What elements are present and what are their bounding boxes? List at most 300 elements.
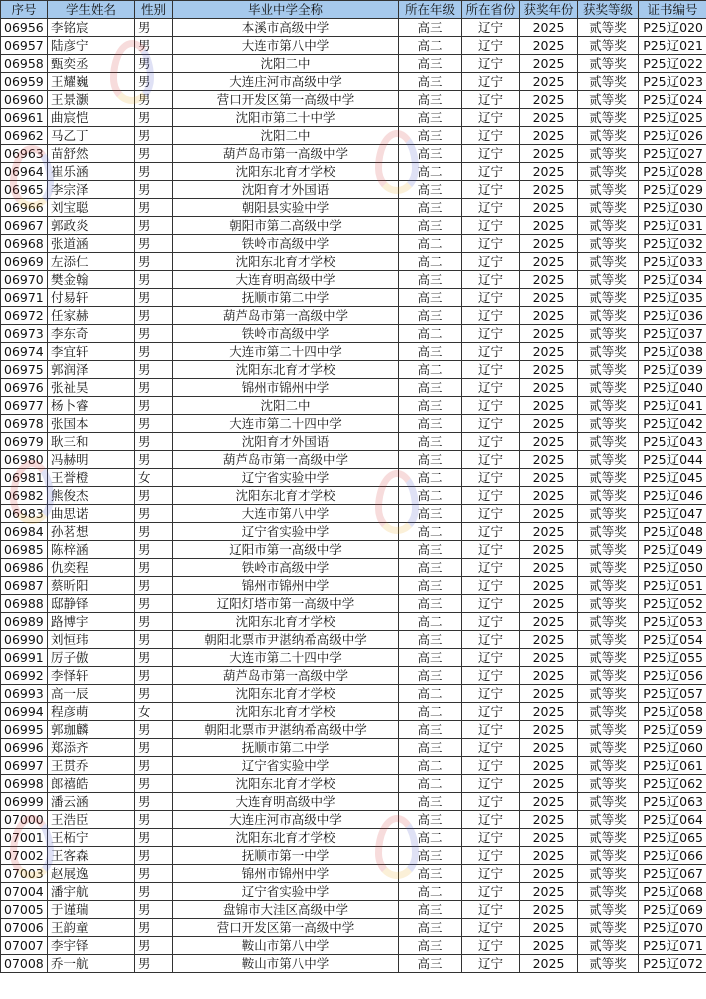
cell-school: 葫芦岛市第一高级中学 bbox=[173, 451, 399, 469]
cell-seq: 06983 bbox=[1, 505, 48, 523]
cell-province: 辽宁 bbox=[462, 631, 520, 649]
cell-grade: 高三 bbox=[399, 937, 462, 955]
cell-cert-number: P25辽065 bbox=[639, 829, 706, 847]
table-row bbox=[1, 559, 706, 577]
cell-province: 辽宁 bbox=[462, 577, 520, 595]
cell-cert-number: P25辽061 bbox=[639, 757, 706, 775]
cell-gender: 男 bbox=[135, 865, 173, 883]
cell-school: 辽阳灯塔市第一高级中学 bbox=[173, 595, 399, 613]
header-seq: 序号 bbox=[1, 1, 48, 19]
cell-student-name: 耿三和 bbox=[48, 433, 135, 451]
cell-cert-number: P25辽050 bbox=[639, 559, 706, 577]
cell-province: 辽宁 bbox=[462, 721, 520, 739]
cell-school: 大连庄河市高级中学 bbox=[173, 811, 399, 829]
cell-grade: 高三 bbox=[399, 379, 462, 397]
cell-seq: 06957 bbox=[1, 37, 48, 55]
cell-gender: 男 bbox=[135, 901, 173, 919]
cell-award-level: 贰等奖 bbox=[578, 739, 639, 757]
cell-grade: 高三 bbox=[399, 55, 462, 73]
cell-school: 铁岭市高级中学 bbox=[173, 235, 399, 253]
table-row bbox=[1, 397, 706, 415]
cell-grade: 高三 bbox=[399, 541, 462, 559]
cell-seq: 06964 bbox=[1, 163, 48, 181]
cell-student-name: 李铭宸 bbox=[48, 19, 135, 37]
table-row bbox=[1, 199, 706, 217]
cell-grade: 高三 bbox=[399, 181, 462, 199]
cell-gender: 男 bbox=[135, 397, 173, 415]
cell-cert-number: P25辽023 bbox=[639, 73, 706, 91]
cell-student-name: 仇奕程 bbox=[48, 559, 135, 577]
cell-gender: 男 bbox=[135, 271, 173, 289]
cell-seq: 06968 bbox=[1, 235, 48, 253]
cell-student-name: 左添仁 bbox=[48, 253, 135, 271]
cell-gender: 男 bbox=[135, 631, 173, 649]
cell-award-level: 贰等奖 bbox=[578, 451, 639, 469]
cell-student-name: 李怿轩 bbox=[48, 667, 135, 685]
cell-province: 辽宁 bbox=[462, 325, 520, 343]
cell-school: 沈阳二中 bbox=[173, 55, 399, 73]
cell-cert-number: P25辽067 bbox=[639, 865, 706, 883]
cell-school: 大连市第八中学 bbox=[173, 37, 399, 55]
cell-award-year: 2025 bbox=[520, 379, 578, 397]
cell-seq: 06959 bbox=[1, 73, 48, 91]
table-row bbox=[1, 55, 706, 73]
cell-award-year: 2025 bbox=[520, 649, 578, 667]
cell-grade: 高三 bbox=[399, 901, 462, 919]
cell-province: 辽宁 bbox=[462, 541, 520, 559]
cell-school: 抚顺市第二中学 bbox=[173, 289, 399, 307]
cell-award-year: 2025 bbox=[520, 55, 578, 73]
table-row bbox=[1, 253, 706, 271]
cell-cert-number: P25辽069 bbox=[639, 901, 706, 919]
cell-province: 辽宁 bbox=[462, 865, 520, 883]
cell-award-year: 2025 bbox=[520, 775, 578, 793]
cell-seq: 06985 bbox=[1, 541, 48, 559]
cell-award-level: 贰等奖 bbox=[578, 235, 639, 253]
cell-cert-number: P25辽034 bbox=[639, 271, 706, 289]
cell-school: 锦州市锦州中学 bbox=[173, 865, 399, 883]
cell-grade: 高二 bbox=[399, 703, 462, 721]
cell-student-name: 潘宇航 bbox=[48, 883, 135, 901]
table-row bbox=[1, 649, 706, 667]
cell-gender: 男 bbox=[135, 595, 173, 613]
header-grade: 所在年级 bbox=[399, 1, 462, 19]
cell-grade: 高二 bbox=[399, 613, 462, 631]
cell-cert-number: P25辽035 bbox=[639, 289, 706, 307]
cell-province: 辽宁 bbox=[462, 217, 520, 235]
cell-student-name: 郑添齐 bbox=[48, 739, 135, 757]
cell-province: 辽宁 bbox=[462, 829, 520, 847]
cell-award-level: 贰等奖 bbox=[578, 811, 639, 829]
cell-province: 辽宁 bbox=[462, 901, 520, 919]
cell-grade: 高二 bbox=[399, 235, 462, 253]
cell-award-year: 2025 bbox=[520, 955, 578, 973]
cell-school: 朝阳县实验中学 bbox=[173, 199, 399, 217]
cell-gender: 男 bbox=[135, 649, 173, 667]
cell-student-name: 孙茗想 bbox=[48, 523, 135, 541]
table-row bbox=[1, 469, 706, 487]
cell-grade: 高三 bbox=[399, 577, 462, 595]
cell-student-name: 张祉昊 bbox=[48, 379, 135, 397]
cell-cert-number: P25辽032 bbox=[639, 235, 706, 253]
cell-grade: 高三 bbox=[399, 865, 462, 883]
cell-grade: 高二 bbox=[399, 361, 462, 379]
cell-gender: 男 bbox=[135, 523, 173, 541]
cell-student-name: 王韵童 bbox=[48, 919, 135, 937]
cell-gender: 男 bbox=[135, 19, 173, 37]
cell-seq: 06996 bbox=[1, 739, 48, 757]
cell-gender: 男 bbox=[135, 217, 173, 235]
cell-student-name: 樊金翰 bbox=[48, 271, 135, 289]
cell-grade: 高三 bbox=[399, 217, 462, 235]
table-row bbox=[1, 379, 706, 397]
table-row bbox=[1, 73, 706, 91]
cell-cert-number: P25辽072 bbox=[639, 955, 706, 973]
cell-student-name: 任家赫 bbox=[48, 307, 135, 325]
table-row bbox=[1, 523, 706, 541]
cell-award-level: 贰等奖 bbox=[578, 937, 639, 955]
cell-province: 辽宁 bbox=[462, 775, 520, 793]
cell-award-level: 贰等奖 bbox=[578, 163, 639, 181]
cell-cert-number: P25辽028 bbox=[639, 163, 706, 181]
table-row bbox=[1, 235, 706, 253]
cell-cert-number: P25辽051 bbox=[639, 577, 706, 595]
cell-award-level: 贰等奖 bbox=[578, 433, 639, 451]
cell-gender: 男 bbox=[135, 343, 173, 361]
cell-cert-number: P25辽047 bbox=[639, 505, 706, 523]
cell-student-name: 厉子傲 bbox=[48, 649, 135, 667]
cell-cert-number: P25辽060 bbox=[639, 739, 706, 757]
cell-award-level: 贰等奖 bbox=[578, 775, 639, 793]
cell-gender: 男 bbox=[135, 883, 173, 901]
cell-cert-number: P25辽025 bbox=[639, 109, 706, 127]
cell-award-level: 贰等奖 bbox=[578, 55, 639, 73]
cell-gender: 男 bbox=[135, 73, 173, 91]
cell-award-year: 2025 bbox=[520, 505, 578, 523]
cell-seq: 06995 bbox=[1, 721, 48, 739]
cell-school: 盘锦市大洼区高级中学 bbox=[173, 901, 399, 919]
table-row bbox=[1, 289, 706, 307]
cell-school: 本溪市高级中学 bbox=[173, 19, 399, 37]
cell-school: 朝阳北票市尹湛纳希高级中学 bbox=[173, 721, 399, 739]
table-row bbox=[1, 505, 706, 523]
cell-grade: 高三 bbox=[399, 721, 462, 739]
table-row bbox=[1, 37, 706, 55]
cell-province: 辽宁 bbox=[462, 937, 520, 955]
cell-award-level: 贰等奖 bbox=[578, 631, 639, 649]
cell-award-level: 贰等奖 bbox=[578, 721, 639, 739]
cell-gender: 男 bbox=[135, 919, 173, 937]
table-row bbox=[1, 919, 706, 937]
cell-gender: 男 bbox=[135, 433, 173, 451]
cell-school: 沈阳东北育才学校 bbox=[173, 163, 399, 181]
cell-award-year: 2025 bbox=[520, 865, 578, 883]
cell-gender: 男 bbox=[135, 685, 173, 703]
cell-gender: 男 bbox=[135, 181, 173, 199]
cell-gender: 男 bbox=[135, 199, 173, 217]
cell-student-name: 张道涵 bbox=[48, 235, 135, 253]
cell-school: 葫芦岛市第一高级中学 bbox=[173, 307, 399, 325]
cell-seq: 06992 bbox=[1, 667, 48, 685]
cell-student-name: 冯赫明 bbox=[48, 451, 135, 469]
cell-cert-number: P25辽045 bbox=[639, 469, 706, 487]
cell-school: 大连市第二十四中学 bbox=[173, 415, 399, 433]
cell-seq: 06974 bbox=[1, 343, 48, 361]
cell-award-level: 贰等奖 bbox=[578, 883, 639, 901]
table-row bbox=[1, 883, 706, 901]
table-row bbox=[1, 829, 706, 847]
table-row bbox=[1, 109, 706, 127]
cell-grade: 高三 bbox=[399, 667, 462, 685]
cell-award-year: 2025 bbox=[520, 595, 578, 613]
cell-seq: 06981 bbox=[1, 469, 48, 487]
cell-award-level: 贰等奖 bbox=[578, 577, 639, 595]
cell-province: 辽宁 bbox=[462, 685, 520, 703]
cell-school: 大连市第八中学 bbox=[173, 505, 399, 523]
cell-award-year: 2025 bbox=[520, 289, 578, 307]
cell-seq: 06960 bbox=[1, 91, 48, 109]
cell-seq: 07000 bbox=[1, 811, 48, 829]
cell-school: 沈阳东北育才学校 bbox=[173, 613, 399, 631]
cell-grade: 高二 bbox=[399, 775, 462, 793]
cell-school: 沈阳育才外国语 bbox=[173, 433, 399, 451]
cell-province: 辽宁 bbox=[462, 397, 520, 415]
cell-province: 辽宁 bbox=[462, 649, 520, 667]
table-row bbox=[1, 541, 706, 559]
cell-award-level: 贰等奖 bbox=[578, 793, 639, 811]
cell-grade: 高三 bbox=[399, 955, 462, 973]
cell-school: 辽宁省实验中学 bbox=[173, 883, 399, 901]
table-row bbox=[1, 757, 706, 775]
cell-gender: 男 bbox=[135, 847, 173, 865]
cell-school: 辽宁省实验中学 bbox=[173, 523, 399, 541]
cell-award-year: 2025 bbox=[520, 37, 578, 55]
cell-seq: 07006 bbox=[1, 919, 48, 937]
cell-student-name: 付易轩 bbox=[48, 289, 135, 307]
cell-grade: 高三 bbox=[399, 919, 462, 937]
table-row bbox=[1, 145, 706, 163]
cell-award-level: 贰等奖 bbox=[578, 307, 639, 325]
cell-cert-number: P25辽020 bbox=[639, 19, 706, 37]
cell-award-year: 2025 bbox=[520, 793, 578, 811]
cell-award-level: 贰等奖 bbox=[578, 127, 639, 145]
cell-student-name: 郭政炎 bbox=[48, 217, 135, 235]
cell-province: 辽宁 bbox=[462, 451, 520, 469]
cell-cert-number: P25辽062 bbox=[639, 775, 706, 793]
cell-student-name: 张国本 bbox=[48, 415, 135, 433]
cell-seq: 06972 bbox=[1, 307, 48, 325]
cell-student-name: 郎禧皓 bbox=[48, 775, 135, 793]
cell-award-year: 2025 bbox=[520, 415, 578, 433]
cell-award-year: 2025 bbox=[520, 937, 578, 955]
cell-cert-number: P25辽040 bbox=[639, 379, 706, 397]
cell-grade: 高三 bbox=[399, 739, 462, 757]
cell-cert-number: P25辽026 bbox=[639, 127, 706, 145]
cell-student-name: 王誉橙 bbox=[48, 469, 135, 487]
cell-cert-number: P25辽058 bbox=[639, 703, 706, 721]
cell-cert-number: P25辽056 bbox=[639, 667, 706, 685]
cell-cert-number: P25辽070 bbox=[639, 919, 706, 937]
cell-award-level: 贰等奖 bbox=[578, 73, 639, 91]
cell-seq: 06977 bbox=[1, 397, 48, 415]
cell-cert-number: P25辽071 bbox=[639, 937, 706, 955]
cell-award-level: 贰等奖 bbox=[578, 757, 639, 775]
table-row bbox=[1, 739, 706, 757]
cell-award-year: 2025 bbox=[520, 721, 578, 739]
cell-award-year: 2025 bbox=[520, 325, 578, 343]
cell-seq: 06975 bbox=[1, 361, 48, 379]
cell-grade: 高三 bbox=[399, 109, 462, 127]
cell-school: 葫芦岛市第一高级中学 bbox=[173, 667, 399, 685]
cell-grade: 高二 bbox=[399, 487, 462, 505]
cell-cert-number: P25辽021 bbox=[639, 37, 706, 55]
header-school: 毕业中学全称 bbox=[173, 1, 399, 19]
cell-province: 辽宁 bbox=[462, 487, 520, 505]
cell-province: 辽宁 bbox=[462, 37, 520, 55]
cell-gender: 男 bbox=[135, 379, 173, 397]
cell-award-year: 2025 bbox=[520, 91, 578, 109]
cell-award-level: 贰等奖 bbox=[578, 289, 639, 307]
cell-gender: 男 bbox=[135, 253, 173, 271]
cell-seq: 06973 bbox=[1, 325, 48, 343]
cell-cert-number: P25辽066 bbox=[639, 847, 706, 865]
cell-school: 锦州市锦州中学 bbox=[173, 379, 399, 397]
table-row bbox=[1, 613, 706, 631]
cell-school: 沈阳东北育才学校 bbox=[173, 703, 399, 721]
cell-seq: 06993 bbox=[1, 685, 48, 703]
cell-student-name: 李宇铎 bbox=[48, 937, 135, 955]
cell-seq: 06984 bbox=[1, 523, 48, 541]
cell-student-name: 王贯乔 bbox=[48, 757, 135, 775]
table-body bbox=[1, 19, 706, 973]
cell-student-name: 曲宸恺 bbox=[48, 109, 135, 127]
cell-award-level: 贰等奖 bbox=[578, 703, 639, 721]
cell-cert-number: P25辽042 bbox=[639, 415, 706, 433]
cell-award-year: 2025 bbox=[520, 163, 578, 181]
cell-school: 朝阳北票市尹湛纳希高级中学 bbox=[173, 631, 399, 649]
cell-award-level: 贰等奖 bbox=[578, 397, 639, 415]
cell-school: 葫芦岛市第一高级中学 bbox=[173, 145, 399, 163]
cell-grade: 高三 bbox=[399, 451, 462, 469]
cell-award-level: 贰等奖 bbox=[578, 613, 639, 631]
cell-cert-number: P25辽027 bbox=[639, 145, 706, 163]
cell-award-level: 贰等奖 bbox=[578, 271, 639, 289]
cell-student-name: 陆彦宁 bbox=[48, 37, 135, 55]
cell-award-year: 2025 bbox=[520, 361, 578, 379]
cell-cert-number: P25辽064 bbox=[639, 811, 706, 829]
cell-grade: 高二 bbox=[399, 883, 462, 901]
cell-province: 辽宁 bbox=[462, 757, 520, 775]
cell-student-name: 甄奕丞 bbox=[48, 55, 135, 73]
cell-school: 鞍山市第八中学 bbox=[173, 937, 399, 955]
cell-award-level: 贰等奖 bbox=[578, 523, 639, 541]
table-row bbox=[1, 217, 706, 235]
table-row bbox=[1, 721, 706, 739]
table-row bbox=[1, 595, 706, 613]
cell-student-name: 苗舒然 bbox=[48, 145, 135, 163]
cell-award-level: 贰等奖 bbox=[578, 343, 639, 361]
cell-province: 辽宁 bbox=[462, 505, 520, 523]
cell-award-year: 2025 bbox=[520, 847, 578, 865]
cell-province: 辽宁 bbox=[462, 559, 520, 577]
cell-seq: 06978 bbox=[1, 415, 48, 433]
cell-cert-number: P25辽038 bbox=[639, 343, 706, 361]
cell-student-name: 乔一航 bbox=[48, 955, 135, 973]
cell-seq: 07007 bbox=[1, 937, 48, 955]
cell-award-year: 2025 bbox=[520, 235, 578, 253]
cell-cert-number: P25辽054 bbox=[639, 631, 706, 649]
cell-province: 辽宁 bbox=[462, 253, 520, 271]
cell-student-name: 马乙丁 bbox=[48, 127, 135, 145]
cell-seq: 06958 bbox=[1, 55, 48, 73]
cell-student-name: 郭珈麟 bbox=[48, 721, 135, 739]
cell-province: 辽宁 bbox=[462, 667, 520, 685]
table-row bbox=[1, 667, 706, 685]
cell-province: 辽宁 bbox=[462, 613, 520, 631]
cell-cert-number: P25辽053 bbox=[639, 613, 706, 631]
cell-province: 辽宁 bbox=[462, 433, 520, 451]
cell-award-year: 2025 bbox=[520, 73, 578, 91]
header-award-level: 获奖等级 bbox=[578, 1, 639, 19]
cell-school: 大连育明高级中学 bbox=[173, 271, 399, 289]
cell-province: 辽宁 bbox=[462, 55, 520, 73]
cell-province: 辽宁 bbox=[462, 271, 520, 289]
cell-award-year: 2025 bbox=[520, 307, 578, 325]
cell-award-year: 2025 bbox=[520, 631, 578, 649]
cell-student-name: 曲思诺 bbox=[48, 505, 135, 523]
cell-student-name: 李宜轩 bbox=[48, 343, 135, 361]
cell-cert-number: P25辽046 bbox=[639, 487, 706, 505]
cell-award-year: 2025 bbox=[520, 901, 578, 919]
cell-school: 沈阳二中 bbox=[173, 127, 399, 145]
cell-seq: 06998 bbox=[1, 775, 48, 793]
table-row bbox=[1, 163, 706, 181]
cell-award-level: 贰等奖 bbox=[578, 19, 639, 37]
cell-seq: 06966 bbox=[1, 199, 48, 217]
header-row bbox=[1, 1, 706, 19]
cell-school: 营口开发区第一高级中学 bbox=[173, 919, 399, 937]
cell-seq: 06962 bbox=[1, 127, 48, 145]
cell-award-level: 贰等奖 bbox=[578, 91, 639, 109]
cell-seq: 06980 bbox=[1, 451, 48, 469]
cell-grade: 高三 bbox=[399, 415, 462, 433]
table-row bbox=[1, 343, 706, 361]
cell-province: 辽宁 bbox=[462, 469, 520, 487]
cell-school: 沈阳东北育才学校 bbox=[173, 487, 399, 505]
cell-province: 辽宁 bbox=[462, 955, 520, 973]
cell-award-level: 贰等奖 bbox=[578, 685, 639, 703]
cell-student-name: 王浩臣 bbox=[48, 811, 135, 829]
cell-award-year: 2025 bbox=[520, 739, 578, 757]
cell-cert-number: P25辽048 bbox=[639, 523, 706, 541]
cell-school: 沈阳东北育才学校 bbox=[173, 775, 399, 793]
cell-grade: 高二 bbox=[399, 523, 462, 541]
cell-student-name: 赵展逸 bbox=[48, 865, 135, 883]
cell-province: 辽宁 bbox=[462, 811, 520, 829]
cell-school: 营口开发区第一高级中学 bbox=[173, 91, 399, 109]
table-row bbox=[1, 361, 706, 379]
cell-school: 沈阳东北育才学校 bbox=[173, 829, 399, 847]
cell-seq: 06986 bbox=[1, 559, 48, 577]
cell-award-year: 2025 bbox=[520, 757, 578, 775]
cell-grade: 高三 bbox=[399, 199, 462, 217]
cell-cert-number: P25辽033 bbox=[639, 253, 706, 271]
cell-seq: 06969 bbox=[1, 253, 48, 271]
cell-gender: 男 bbox=[135, 505, 173, 523]
cell-student-name: 程彦萌 bbox=[48, 703, 135, 721]
table-row bbox=[1, 487, 706, 505]
cell-gender: 男 bbox=[135, 775, 173, 793]
